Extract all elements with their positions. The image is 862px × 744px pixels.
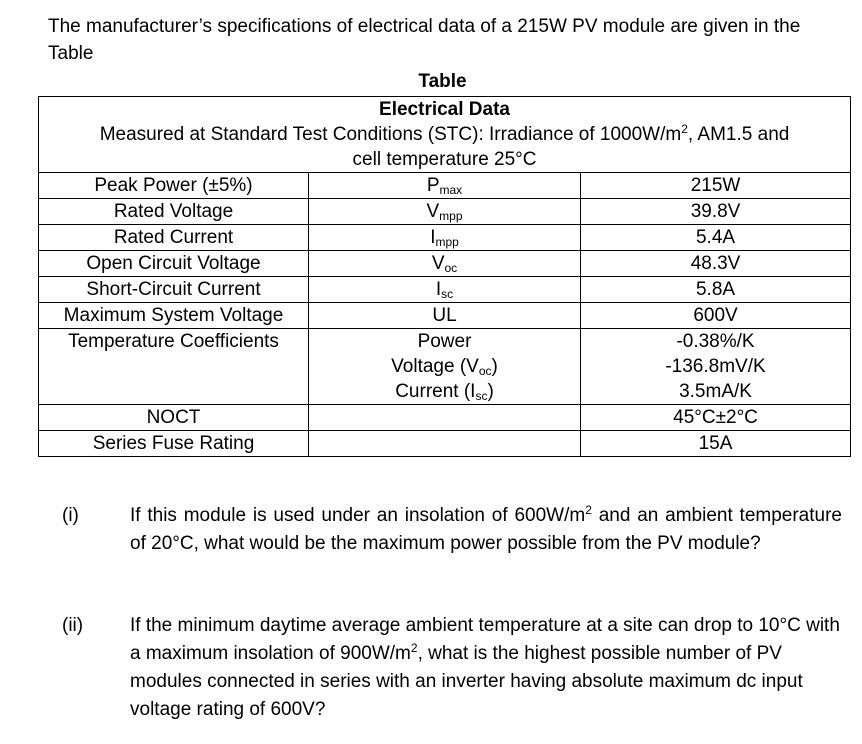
param-cell: Rated Voltage xyxy=(39,199,309,225)
param-cell: Open Circuit Voltage xyxy=(39,251,309,277)
voltage-value: -136.8mV/K xyxy=(665,356,766,377)
value-cell: 5.8A xyxy=(581,277,851,303)
voltage-label: Voltage $(V_{oc})$ xyxy=(391,356,498,378)
table-subtitle-line2: cell temperature 25°C xyxy=(352,149,537,170)
param-cell: Series Fuse Rating xyxy=(39,431,309,457)
value-cell: 600V xyxy=(581,303,851,329)
table-row xyxy=(39,225,851,251)
param-cell: Temperature Coefficients xyxy=(39,329,309,405)
value-cell: 5.4A xyxy=(581,225,851,251)
symbol-cell: UL xyxy=(309,303,581,329)
value-cell: 48.3V xyxy=(581,251,851,277)
symbol-cell xyxy=(309,405,581,431)
question-number: (i) xyxy=(62,505,79,526)
param-cell: Rated Current xyxy=(39,225,309,251)
table-row xyxy=(39,251,851,277)
value-cell xyxy=(581,329,851,405)
table-header xyxy=(39,97,851,173)
value-cell: 15A xyxy=(581,431,851,457)
electrical-data-table xyxy=(38,96,851,457)
symbol-cell xyxy=(309,329,581,405)
table-row xyxy=(39,173,851,199)
power-label: Power xyxy=(417,331,472,352)
param-cell: Maximum System Voltage xyxy=(39,303,309,329)
table-subtitle: Measured at Standard Test Conditions (STC): Irradiance of $1000W/m^2$, AM1.5 and xyxy=(99,122,790,145)
table-row xyxy=(39,199,851,225)
symbol-cell xyxy=(309,431,581,457)
question-text: If the minimum daytime average ambient temperature at a site can drop to 10°C with a maximum insolation of $900W/m^2$, what is the highest possible number of PV modules connected in series with an inverter having absolute maximum dc input voltage rating of 600V? xyxy=(130,615,840,720)
power-value: -0.38%/K xyxy=(676,331,755,352)
current-label: Current $(I_{sc})$ xyxy=(395,381,494,403)
value-cell: 39.8V xyxy=(581,199,851,225)
param-cell: Short-Circuit Current xyxy=(39,277,309,303)
table-caption: Table xyxy=(418,71,467,92)
symbol-cell: $V_{oc}$ xyxy=(309,251,581,277)
symbol-cell: $V_{mpp}$ xyxy=(309,199,581,225)
table-row xyxy=(39,303,851,329)
symbol-cell: $P_{max}$ xyxy=(309,173,581,199)
table-row-temp-coeff xyxy=(39,329,851,405)
param-cell: NOCT xyxy=(39,405,309,431)
value-cell: 45°C±2°C xyxy=(581,405,851,431)
param-cell: Peak Power (±5%) xyxy=(39,173,309,199)
current-value: 3.5mA/K xyxy=(679,381,752,402)
question-text: If this module is used under an insolation of $600W/m^2$ and an ambient temperature of 20°C, what would be the maximum power possible from the PV module? xyxy=(130,503,842,554)
table-title: Electrical Data xyxy=(379,99,510,120)
table-row xyxy=(39,405,851,431)
symbol-cell: $I_{mpp}$ xyxy=(309,225,581,251)
intro-text: The manufacturer’s specifications of electrical data of a 215W PV module are given in the Table xyxy=(48,16,801,64)
question-number: (ii) xyxy=(62,615,84,636)
value-cell: 215W xyxy=(581,173,851,199)
symbol-cell: $I_{sc}$ xyxy=(309,277,581,303)
table-row xyxy=(39,277,851,303)
table-row xyxy=(39,431,851,457)
